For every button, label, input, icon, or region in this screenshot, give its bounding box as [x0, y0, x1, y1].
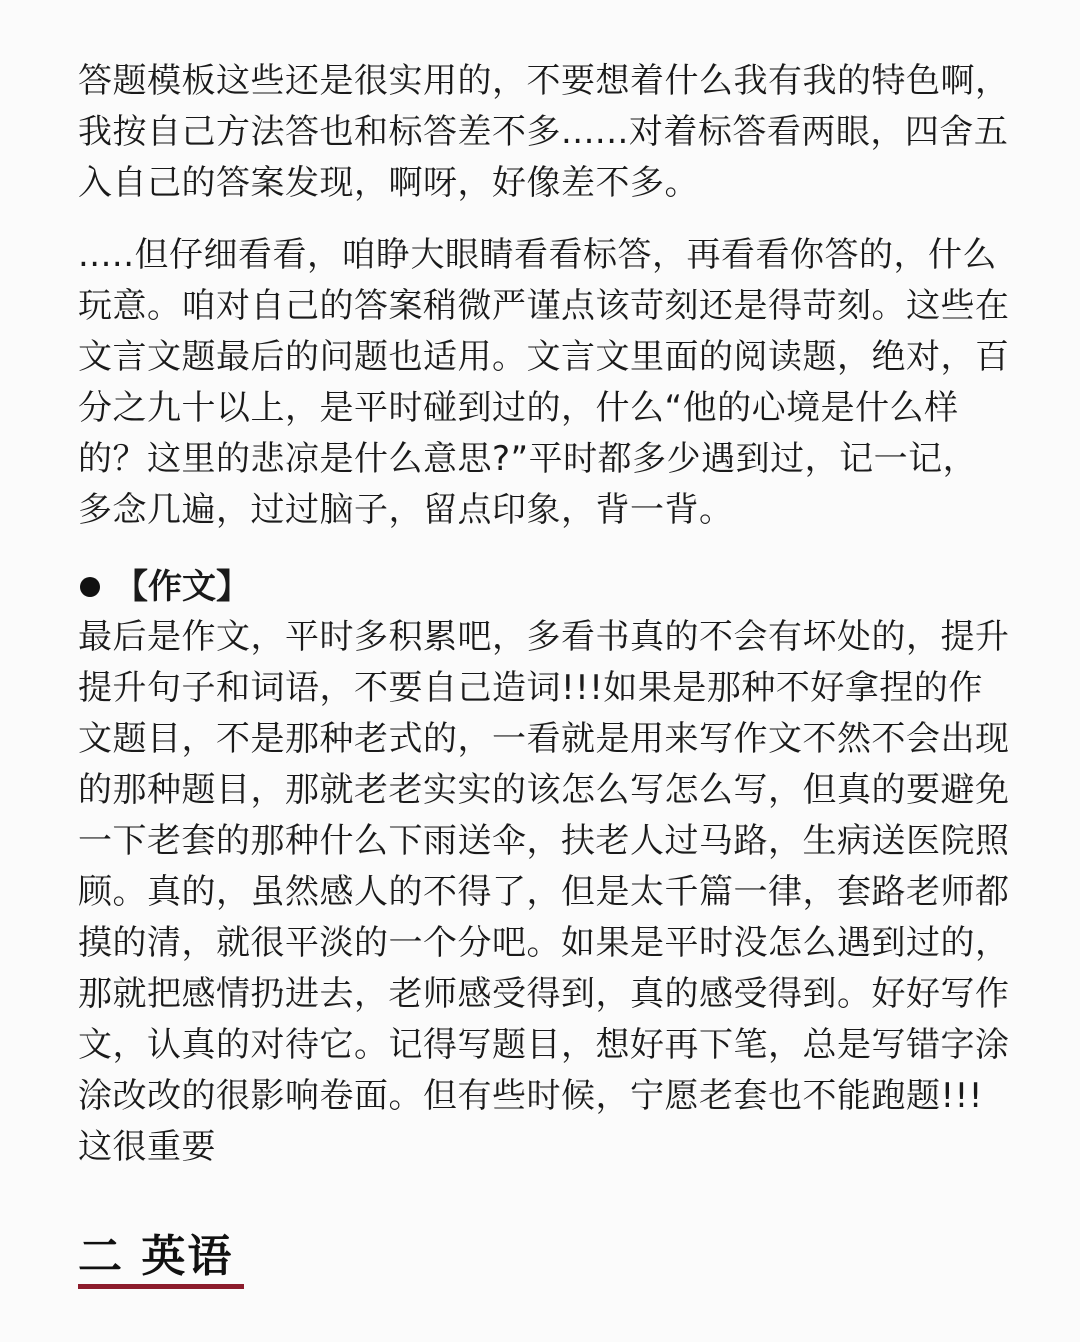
paragraph-classical-chinese: .....但仔细看看，咱睁大眼睛看看标答，再看看你答的，什么玩意。咱对自己的答案稍微严谨点该苛刻还是得苛刻。这些在文言文题最后的问题也适用。文言文里面的阅读题，绝对，百分之九十以上，是平时碰到过的，什么“他的心境是什么样的？这里的悲凉是什么意思?”平时都多少遇到过，记一记，多念几遍，过过脑子，留点印象，背一背。 [78, 235, 1010, 530]
section-name: 英语 [141, 1231, 234, 1282]
section-title-english [78, 1230, 244, 1289]
section-number: 二 [78, 1231, 124, 1282]
essay-heading-text: 【作文】 [114, 567, 250, 607]
bullet-dot-icon [80, 577, 100, 597]
section-title-underline [78, 1284, 244, 1289]
essay-heading [78, 565, 1010, 609]
paragraph-answer-template: 答题模板这些还是很实用的，不要想着什么我有我的特色啊，我按自己方法答也和标答差不多......对着标答看两眼，四舍五入自己的答案发现，啊呀，好像差不多。 [78, 61, 1010, 203]
paragraph-essay: 最后是作文，平时多积累吧，多看书真的不会有坏处的，提升提升句子和词语，不要自己造词!!!如果是那种不好拿捏的作文题目，不是那种老式的，一看就是用来写作文不然不会出现的那种题目，那就老老实实的该怎么写怎么写，但真的要避免一下老套的那种什么下雨送伞，扶老人过马路，生病送医院照顾。真的，虽然感人的不得了，但是太千篇一律，套路老师都摸的清，就很平淡的一个分吧。如果是平时没怎么遇到过的，那就把感情扔进去，老师感受得到，真的感受得到。好好写作文，认真的对待它。记得写题目，想好再下笔，总是写错字涂涂改改的很影响卷面。但有些时候，宁愿老套也不能跑题!!!这很重要 [78, 617, 1010, 1167]
